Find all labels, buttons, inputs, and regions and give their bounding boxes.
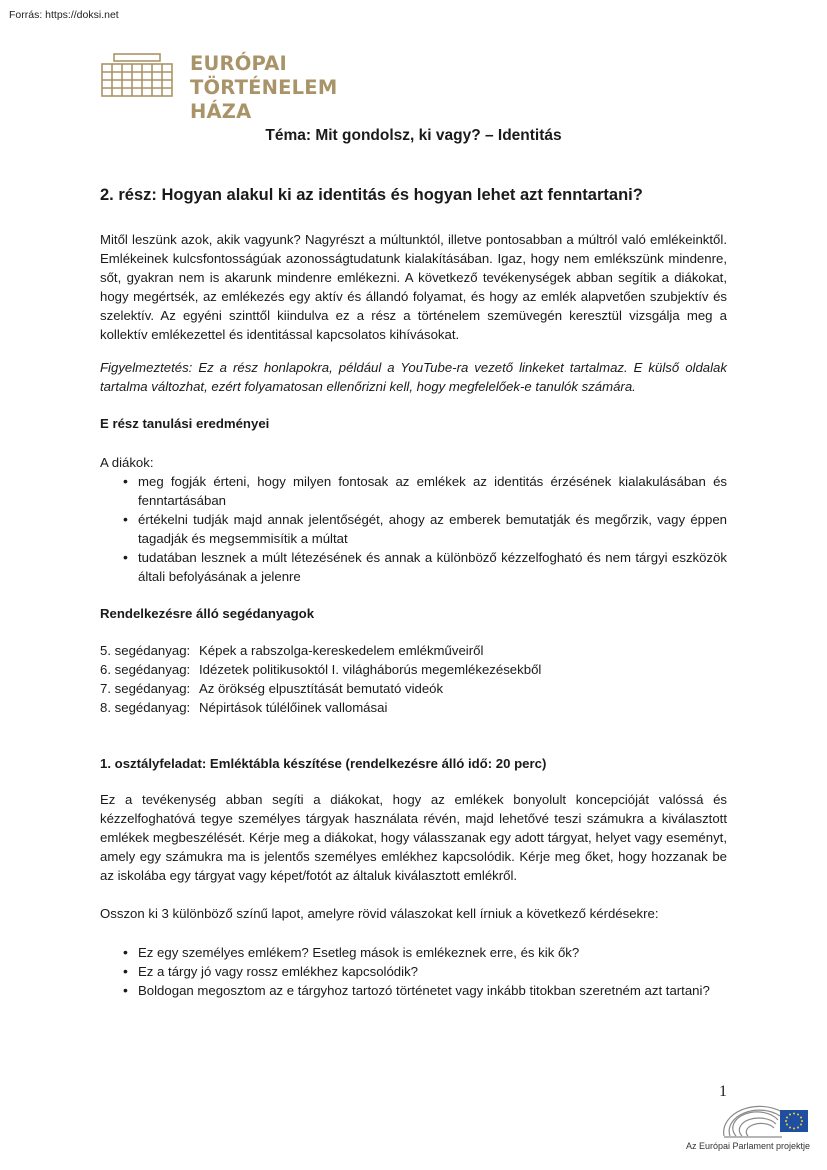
outcomes-list <box>100 472 727 586</box>
building-logo-icon <box>100 52 174 98</box>
resource-text: Népirtások túlélőinek vallomásai <box>199 700 388 715</box>
logo-line-1: EURÓPAI <box>190 52 287 75</box>
resource-row <box>100 660 541 679</box>
theme-title: Téma: Mit gondolsz, ki vagy? – Identitás <box>265 127 562 144</box>
outcomes-heading: E rész tanulási eredményei <box>100 416 270 431</box>
list-item: • meg fogják érteni, hogy milyen fontosak az emlékek az identitás érzésének kialakulásában és fenntartásában <box>100 472 727 510</box>
question-list <box>100 943 727 1000</box>
task1-paragraph: Ez a tevékenység abban segíti a diákokat, hogy az emlékek bonyolult koncepcióját valóssá és kézzelfoghatóvá tegye személyes tárgyak használata révén, majd lehetővé teszi számukra a kiválasztott emlékek megbeszélését. Kérje meg a diákokat, hogy válasszanak egy adott tárgyat, helyet vagy eseményt, amely egy számukra ma is jelentős személyes emlékhez kapcsolódik. Kérje meg őket, hogy hozzanak be az iskolába egy tárgyat vagy képet/fotót az általuk kiválasztott emlékről. <box>100 792 727 883</box>
warning-paragraph: Figyelmeztetés: Ez a rész honlapokra, például a YouTube-ra vezető linkeket tartalmaz. E külső oldalak tartalma változhat, ezért folyamatosan ellenőrizni kell, hogy megfelelőek-e tanulók számára. <box>100 360 727 394</box>
resource-label: 6. segédanyag: <box>100 662 191 677</box>
logo-wordmark <box>190 52 400 124</box>
page-number: 1 <box>719 1083 727 1100</box>
resources-heading: Rendelkezésre álló segédanyagok <box>100 606 315 621</box>
source-label: Forrás: https://doksi.net <box>9 9 119 21</box>
task1-instruction: Osszon ki 3 különböző színű lapot, amelyre rövid válaszokat kell írniuk a következő kérdésekre: <box>100 906 659 921</box>
resource-row <box>100 641 483 660</box>
logo-line-2: TÖRTÉNELEM HÁZA <box>190 76 338 123</box>
resource-label: 5. segédanyag: <box>100 643 191 658</box>
house-of-european-history-logo <box>100 52 400 123</box>
ep-project-label: Az Európai Parlament projektje <box>686 1141 811 1151</box>
list-item: • értékelni tudják majd annak jelentőségét, ahogy az emberek bemutatják és megőrzik, vagy éppen tagadják és megsemmisítik a múltat <box>100 510 727 548</box>
outcomes-lead: A diákok: <box>100 455 154 470</box>
list-item: • Boldogan megosztom az e tárgyhoz tartozó történetet vagy inkább titokban szeretném azt tartani? <box>100 981 727 1000</box>
intro-paragraph: Mitől leszünk azok, akik vagyunk? Nagyrészt a múltunktól, illetve pontosabban a múltról való emlékeinktől. Emlékeinek kulcsfontosságúak azonosságtudatunk kialakításában. Igaz, hogy nem emlékszünk mindenre, sőt, gyakran nem is akarunk mindenre emlékezni. A következő tevékenységek abban segítik a diákokat, hogy megértsék, az emlékezés egy aktív és állandó folyamat, és hogy az emlék alapvetően szubjektív és szelektív. Az egyéni szinttől kiindulva ez a rész a történelem szemüvegén keresztül vizsgálja meg a kollektív emlékezettel és identitással kapcsolatos kihívásokat. <box>100 232 727 342</box>
european-parliament-icon <box>722 1104 810 1140</box>
resource-text: Idézetek politikusoktól I. világháborús megemlékezésekből <box>199 662 542 677</box>
resource-row <box>100 679 443 698</box>
resource-label: 8. segédanyag: <box>100 700 191 715</box>
list-item: • Ez a tárgy jó vagy rossz emlékhez kapcsolódik? <box>100 962 727 981</box>
list-item: • Ez egy személyes emlékem? Esetleg mások is emlékeznek erre, és kik ők? <box>100 943 727 962</box>
task1-heading: 1. osztályfeladat: Emléktábla készítése (rendelkezésre álló idő: 20 perc) <box>100 756 547 771</box>
resource-label: 7. segédanyag: <box>100 681 191 696</box>
part-title: 2. rész: Hogyan alakul ki az identitás és hogyan lehet azt fenntartani? <box>100 186 643 204</box>
list-item: • tudatában lesznek a múlt létezésének és annak a különböző kézzelfogható és nem tárgyi eszközök általi befolyásának a jelenre <box>100 548 727 586</box>
resource-text: Az örökség elpusztítását bemutató videók <box>199 681 444 696</box>
resource-row <box>100 698 387 717</box>
resource-text: Képek a rabszolga-kereskedelem emlékműveiről <box>199 643 484 658</box>
